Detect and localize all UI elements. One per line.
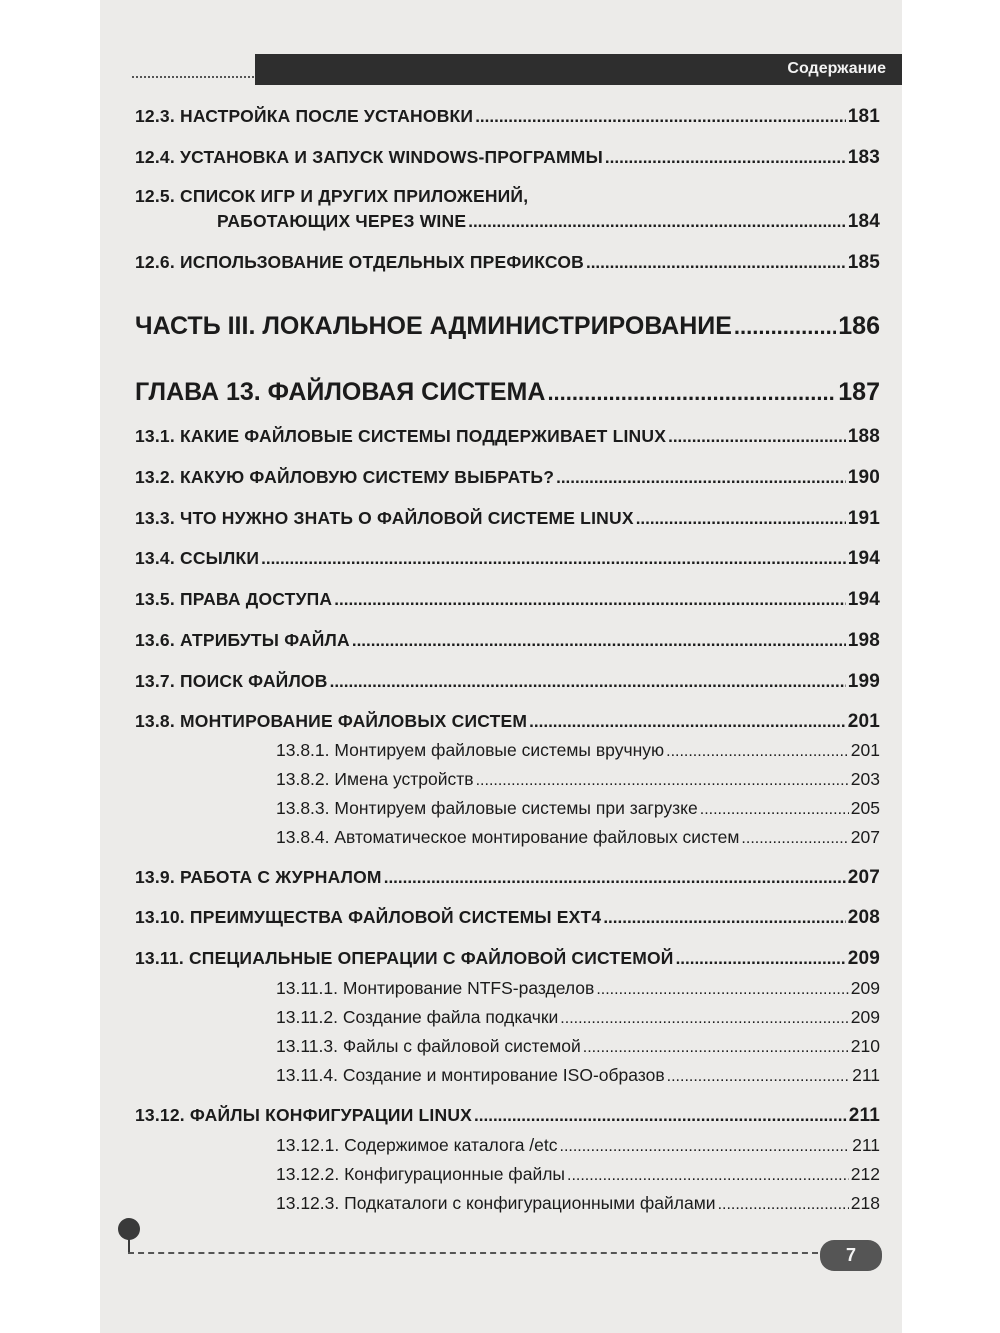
toc-entry — [135, 907, 880, 929]
toc-entry — [135, 948, 880, 970]
page-number: 7 — [845, 1245, 856, 1265]
toc-entry — [135, 508, 880, 530]
table-of-contents — [100, 0, 902, 1333]
toc-entry-title: 13.11. СПЕЦИАЛЬНЫЕ ОПЕРАЦИИ С ФАЙЛОВОЙ СИСТЕМОЙ — [135, 948, 674, 968]
book-page — [100, 0, 902, 1333]
toc-subentry — [276, 798, 880, 819]
toc-entry — [217, 211, 880, 233]
dot-leader — [596, 981, 848, 999]
toc-entry-title: 13.6. АТРИБУТЫ ФАЙЛА — [135, 630, 350, 650]
toc-part-entry — [135, 312, 880, 341]
toc-entry-page: 194 — [847, 589, 880, 610]
toc-entry-page: 199 — [847, 671, 880, 692]
toc-entry-page: 218 — [850, 1193, 880, 1213]
toc-subentry — [276, 1193, 880, 1214]
toc-entry — [135, 589, 880, 611]
toc-entry-page: 209 — [850, 1007, 880, 1027]
toc-entry-title: 13.8. МОНТИРОВАНИЕ ФАЙЛОВЫХ СИСТЕМ — [135, 711, 528, 731]
toc-entry-page: 186 — [838, 312, 880, 340]
footer-bullet-icon — [118, 1218, 140, 1240]
dot-leader — [334, 590, 845, 610]
running-header-title: Содержание — [787, 60, 886, 77]
toc-entry — [135, 106, 880, 128]
dot-leader — [676, 949, 846, 969]
toc-entry-title: 13.12. ФАЙЛЫ КОНФИГУРАЦИИ LINUX — [135, 1105, 473, 1125]
toc-entry-page: 183 — [847, 147, 880, 168]
toc-entry-page: 209 — [847, 948, 880, 969]
dot-leader — [636, 509, 846, 529]
footer-bullet-stem — [128, 1238, 130, 1252]
toc-entry-page: 190 — [847, 467, 880, 488]
toc-entry — [135, 671, 880, 693]
dot-leader — [667, 1068, 850, 1086]
toc-entry — [135, 147, 880, 169]
toc-entry-title: 13.8.3. Монтируем файловые системы при загрузке — [276, 798, 698, 818]
dot-leader — [261, 549, 846, 569]
toc-entry-page: 211 — [848, 1105, 880, 1126]
toc-entry-page: 191 — [847, 508, 880, 529]
toc-entry-page: 209 — [850, 978, 880, 998]
dot-leader — [560, 1010, 849, 1028]
dot-leader — [668, 427, 846, 447]
toc-entry-page: 194 — [847, 548, 880, 569]
toc-subentry — [276, 740, 880, 761]
toc-subentry — [276, 1036, 880, 1057]
toc-subentry — [276, 1007, 880, 1028]
toc-entry — [135, 467, 880, 489]
dot-leader — [567, 1167, 849, 1185]
toc-entry-page: 211 — [852, 1065, 880, 1085]
toc-entry-page: 188 — [847, 426, 880, 447]
toc-entry-title: 13.10. ПРЕИМУЩЕСТВА ФАЙЛОВОЙ СИСТЕМЫ EXT4 — [135, 907, 602, 927]
dot-leader — [330, 672, 846, 692]
toc-entry-title: 13.7. ПОИСК ФАЙЛОВ — [135, 671, 328, 691]
dot-leader — [666, 743, 849, 761]
toc-entry-page: 184 — [847, 211, 880, 232]
toc-entry-page: 207 — [850, 827, 880, 847]
dot-leader — [586, 253, 846, 273]
toc-entry-title: 13.11.1. Монтирование NTFS-разделов — [276, 978, 595, 998]
toc-entry-title: 13.12.3. Подкаталоги с конфигурационными файлами — [276, 1193, 716, 1213]
toc-entry-page: 208 — [847, 907, 880, 928]
toc-entry-title: 13.11.3. Файлы с файловой системой — [276, 1036, 581, 1056]
dot-leader — [583, 1039, 849, 1057]
toc-entry — [135, 630, 880, 652]
toc-entry-title-line1: 12.5. СПИСОК ИГР И ДРУГИХ ПРИЛОЖЕНИЙ, — [135, 186, 529, 206]
toc-entry-title: 13.8.4. Автоматическое монтирование файловых систем — [276, 827, 740, 847]
dot-leader — [352, 631, 846, 651]
toc-entry-title: 13.12.1. Содержимое каталога /etc — [276, 1135, 558, 1155]
dot-leader — [529, 712, 846, 732]
dot-leader — [605, 148, 846, 168]
toc-chapter-entry — [135, 378, 880, 407]
dot-leader — [476, 772, 849, 790]
toc-entry — [135, 867, 880, 889]
toc-entry-title: 13.4. ССЫЛКИ — [135, 548, 260, 568]
dot-leader — [741, 830, 848, 848]
toc-entry-title: 13.5. ПРАВА ДОСТУПА — [135, 589, 333, 609]
dot-leader — [547, 380, 836, 406]
toc-entry — [135, 548, 880, 570]
dot-leader — [718, 1196, 849, 1214]
toc-entry-page: 212 — [850, 1164, 880, 1184]
toc-subentry — [276, 1135, 880, 1156]
toc-entry-page: 201 — [850, 740, 880, 760]
toc-subentry — [276, 978, 880, 999]
toc-entry-title: 13.9. РАБОТА С ЖУРНАЛОМ — [135, 867, 382, 887]
toc-entry-page: 198 — [847, 630, 880, 651]
toc-entry-title: ЧАСТЬ III. ЛОКАЛЬНОЕ АДМИНИСТРИРОВАНИЕ — [135, 312, 732, 340]
toc-subentry — [276, 827, 880, 848]
toc-entry-title: 13.1. КАКИЕ ФАЙЛОВЫЕ СИСТЕМЫ ПОДДЕРЖИВАЕТ LINUX — [135, 426, 667, 446]
toc-entry-title: 13.8.2. Имена устройств — [276, 769, 474, 789]
dot-leader — [556, 468, 846, 488]
toc-entry-page: 210 — [850, 1036, 880, 1056]
toc-entry-page: 211 — [852, 1135, 880, 1155]
toc-entry-page: 181 — [847, 106, 880, 127]
toc-subentry — [276, 1164, 880, 1185]
toc-entry — [135, 711, 880, 733]
toc-entry-title-line2: РАБОТАЮЩИХ ЧЕРЕЗ WINE — [217, 211, 467, 231]
toc-entry-title: 12.4. УСТАНОВКА И ЗАПУСК WINDOWS-ПРОГРАММЫ — [135, 147, 603, 167]
dot-leader — [734, 314, 836, 340]
dot-leader — [603, 908, 845, 928]
toc-entry-title: 12.6. ИСПОЛЬЗОВАНИЕ ОТДЕЛЬНЫХ ПРЕФИКСОВ — [135, 252, 584, 272]
dot-leader — [468, 212, 845, 232]
toc-subentry — [276, 1065, 880, 1086]
toc-entry-title: 13.12.2. Конфигурационные файлы — [276, 1164, 566, 1184]
toc-entry-page: 205 — [850, 798, 880, 818]
page-number-badge — [820, 1240, 882, 1271]
toc-entry-title: ГЛАВА 13. ФАЙЛОВАЯ СИСТЕМА — [135, 378, 546, 406]
toc-entry — [135, 426, 880, 448]
toc-entry-page: 185 — [847, 252, 880, 273]
dot-leader — [384, 868, 846, 888]
dot-leader — [700, 801, 849, 819]
toc-entry-title: 13.11.2. Создание файла подкачки — [276, 1007, 559, 1027]
toc-subentry — [276, 769, 880, 790]
toc-entry — [135, 1105, 880, 1127]
toc-entry-page: 201 — [847, 711, 880, 732]
toc-entry-page: 207 — [847, 867, 880, 888]
toc-entry-page: 203 — [850, 769, 880, 789]
dot-leader — [560, 1138, 851, 1156]
toc-entry-title: 13.3. ЧТО НУЖНО ЗНАТЬ О ФАЙЛОВОЙ СИСТЕМЕ LINUX — [135, 508, 634, 528]
toc-entry-title: 13.2. КАКУЮ ФАЙЛОВУЮ СИСТЕМУ ВЫБРАТЬ? — [135, 467, 555, 487]
toc-entry-page: 187 — [838, 378, 880, 406]
footer-dashed-rule — [128, 1252, 818, 1254]
toc-entry-title: 13.8.1. Монтируем файловые системы вручную — [276, 740, 665, 760]
toc-entry-title: 13.11.4. Создание и монтирование ISO-образов — [276, 1065, 665, 1085]
dot-leader — [475, 107, 845, 127]
toc-entry-title: 12.3. НАСТРОЙКА ПОСЛЕ УСТАНОВКИ — [135, 106, 474, 126]
dot-leader — [474, 1106, 847, 1126]
toc-entry — [135, 252, 880, 274]
